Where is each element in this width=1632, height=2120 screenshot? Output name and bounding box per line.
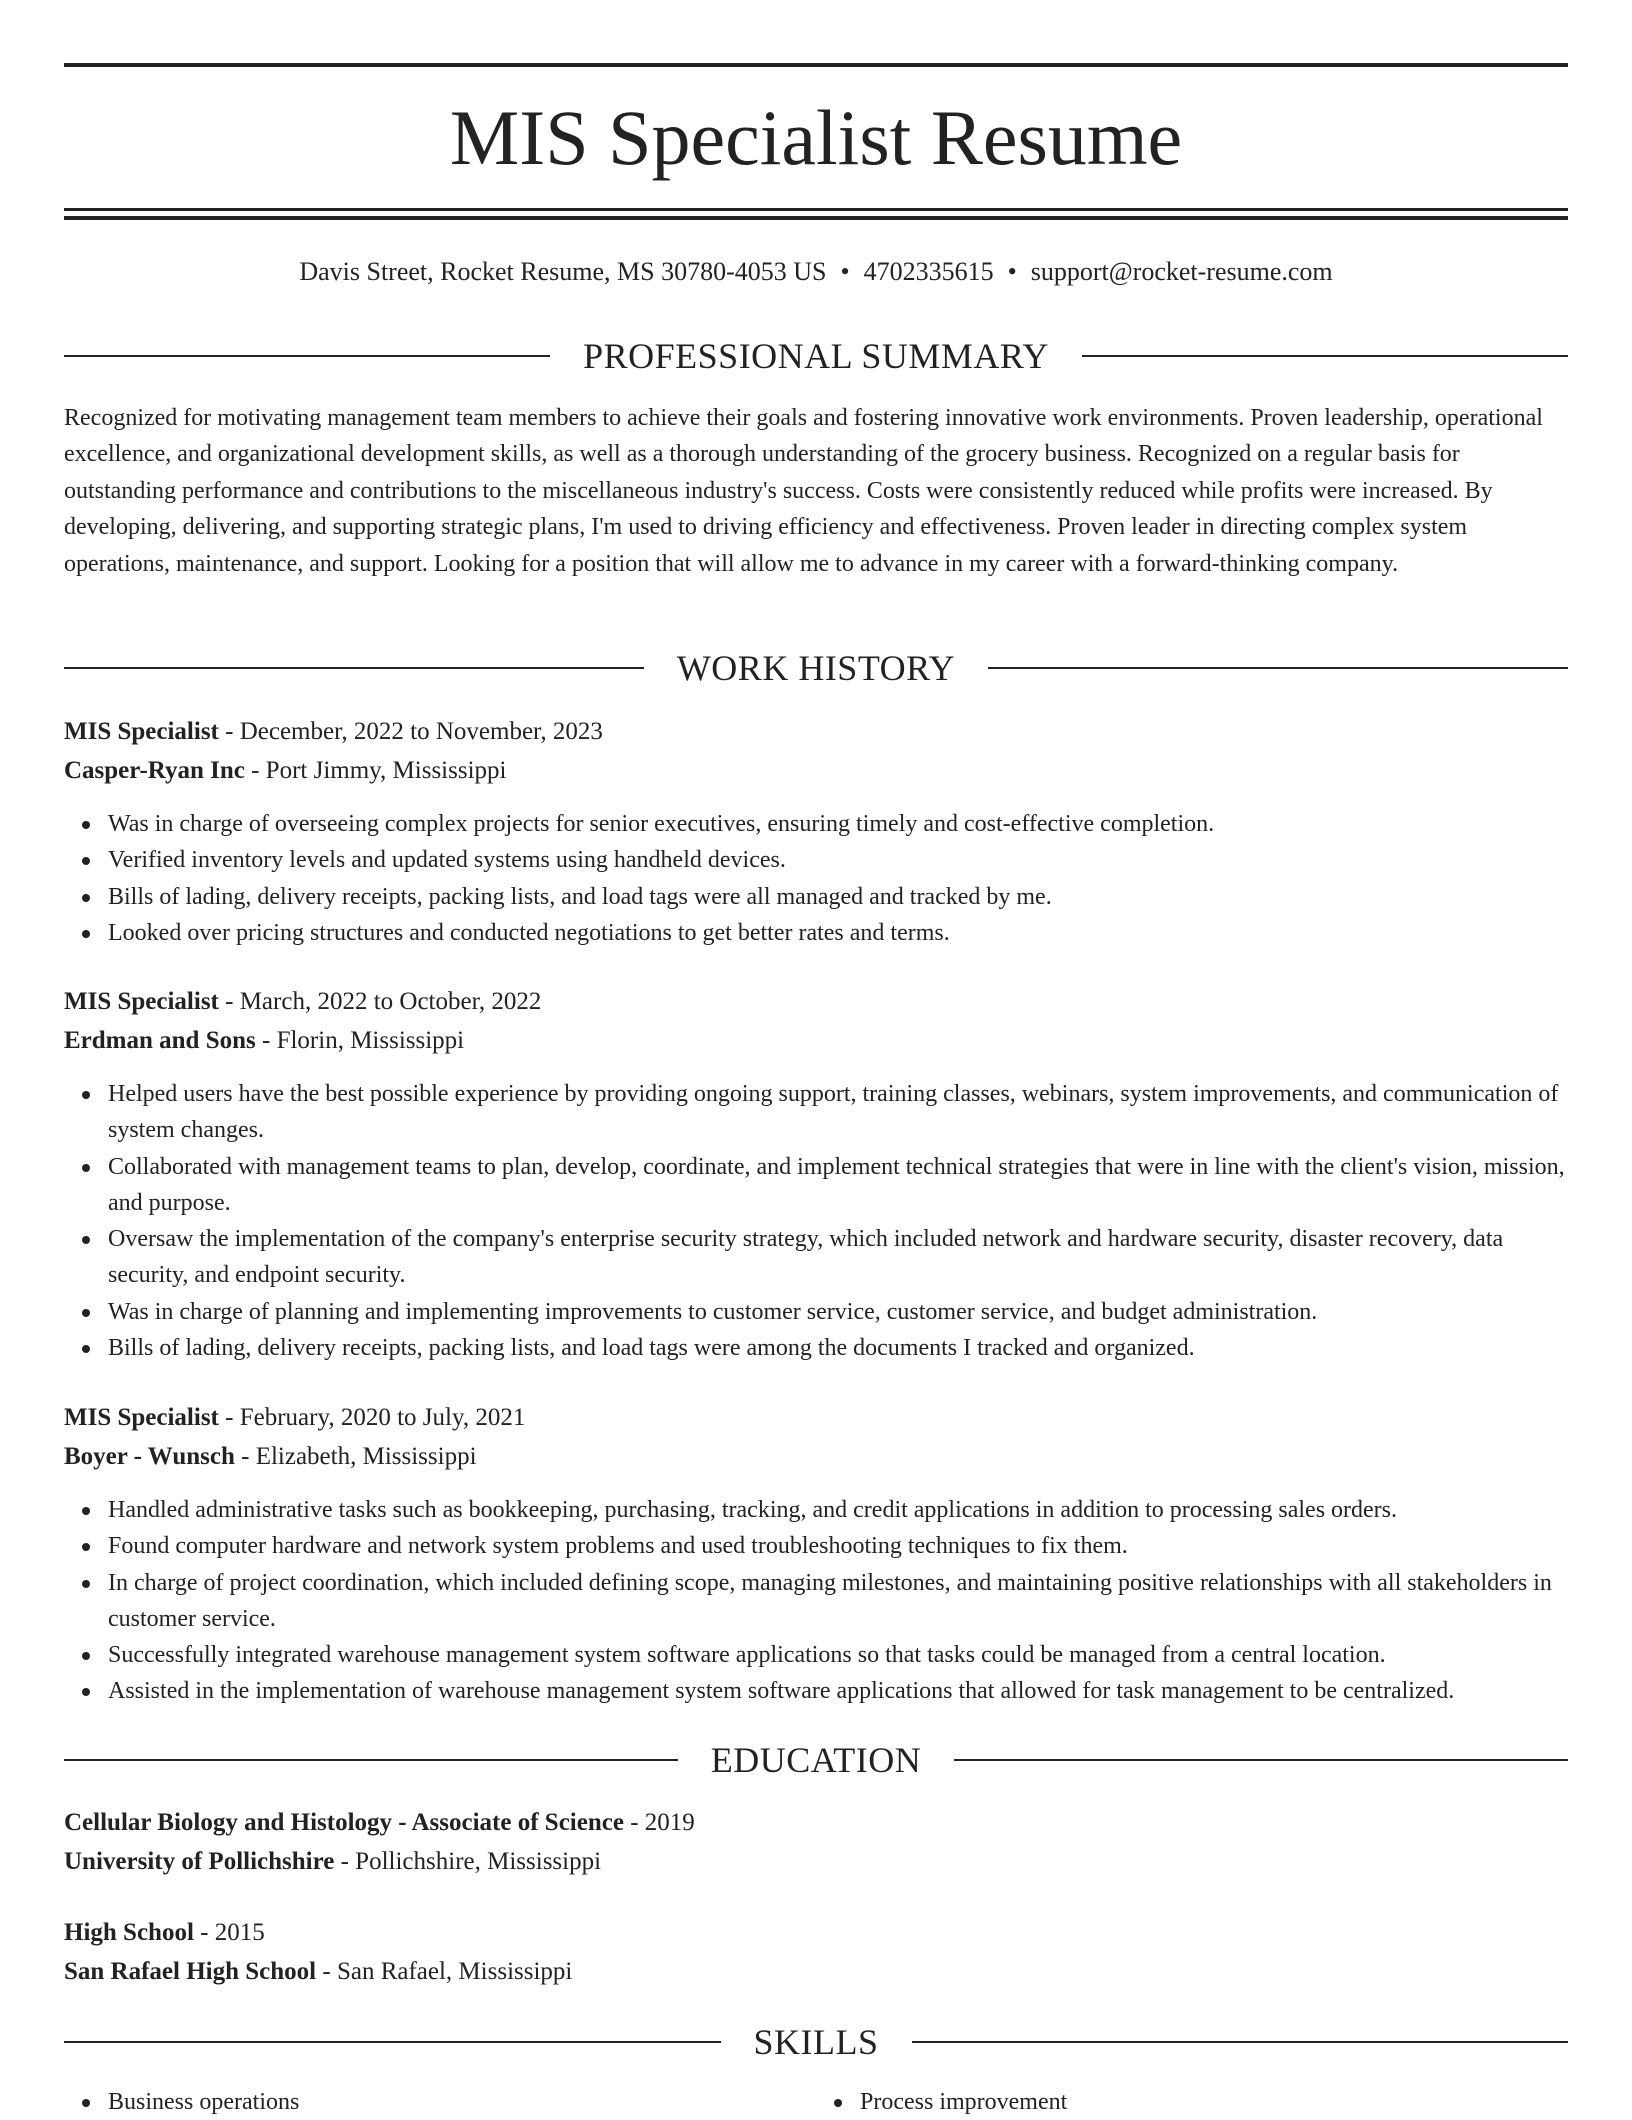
job-location: - Florin, Mississippi <box>255 1027 465 1054</box>
job-company: Boyer - Wunsch <box>64 1443 235 1470</box>
job-title: MIS Specialist <box>64 988 219 1015</box>
job-dates: - March, 2022 to October, 2022 <box>218 988 542 1015</box>
job-company-line <box>64 752 1568 790</box>
title-rule-lower <box>64 216 1568 220</box>
job-company: Casper-Ryan Inc <box>64 757 245 784</box>
job-company-line <box>64 1022 1568 1060</box>
contact-address: Davis Street, Rocket Resume, MS 30780-4053 US <box>299 257 827 286</box>
job-duties <box>64 1076 1568 1366</box>
contact-separator: • <box>1007 257 1017 286</box>
contact-line <box>64 252 1568 292</box>
job-title: MIS Specialist <box>64 1404 219 1431</box>
heading-rule <box>988 667 1568 669</box>
contact-email: support@rocket-resume.com <box>1030 257 1333 286</box>
degree: High School <box>64 1919 194 1946</box>
school-name: San Rafael High School <box>64 1958 317 1985</box>
duty-item: Helped users have the best possible experience by providing ongoing support, training classes, webinars, system improvements, and communication of system changes. <box>108 1076 1568 1149</box>
duty-item: Bills of lading, delivery receipts, packing lists, and load tags were all managed and tracked by me. <box>108 879 1568 915</box>
degree-line <box>64 1804 1568 1842</box>
school-location: - San Rafael, Mississippi <box>316 1958 573 1985</box>
duty-item: Successfully integrated warehouse management system software applications so that tasks could be managed from a central location. <box>108 1637 1568 1673</box>
work-history-heading <box>64 646 1568 690</box>
duty-item: Bills of lading, delivery receipts, packing lists, and load tags were among the documents I tracked and organized. <box>108 1330 1568 1366</box>
duty-item: Handled administrative tasks such as bookkeeping, purchasing, tracking, and credit applications in addition to processing sales orders. <box>108 1492 1568 1528</box>
education-heading <box>64 1738 1568 1782</box>
heading-rule <box>954 1759 1568 1761</box>
job-title-line <box>64 983 1568 1021</box>
education-entry <box>64 1804 1568 1881</box>
job-duties <box>64 806 1568 951</box>
school-location: - Pollichshire, Mississippi <box>334 1848 602 1875</box>
contact-separator: • <box>840 257 850 286</box>
job-location: - Port Jimmy, Mississippi <box>244 757 507 784</box>
duty-item: Collaborated with management teams to plan, develop, coordinate, and implement technical strategies that were in line with the client's vision, mission, and purpose. <box>108 1149 1568 1222</box>
skills-heading <box>64 2020 1568 2064</box>
graduation-year: - 2019 <box>623 1809 695 1836</box>
job-title: MIS Specialist <box>64 718 219 745</box>
duty-item: Found computer hardware and network system problems and used troubleshooting techniques to fix them. <box>108 1528 1568 1564</box>
heading-rule <box>912 2041 1569 2043</box>
section-title: WORK HISTORY <box>676 648 956 688</box>
job-dates: - December, 2022 to November, 2023 <box>218 718 603 745</box>
heading-rule <box>64 355 550 357</box>
degree: Cellular Biology and Histology - Associate of Science <box>64 1809 624 1836</box>
top-rule <box>64 63 1568 67</box>
job-entry <box>64 713 1568 951</box>
degree-line <box>64 1914 1568 1952</box>
duty-item: Was in charge of planning and implementing improvements to customer service, customer service, and budget administration. <box>108 1294 1568 1330</box>
heading-rule <box>64 667 644 669</box>
school-name: University of Pollichshire <box>64 1848 335 1875</box>
summary-section <box>64 400 1568 582</box>
job-duties <box>64 1492 1568 1710</box>
section-title: PROFESSIONAL SUMMARY <box>583 336 1049 376</box>
section-title: SKILLS <box>753 2022 879 2062</box>
job-entry <box>64 1399 1568 1710</box>
education-entry <box>64 1914 1568 1991</box>
school-line <box>64 1953 1568 1991</box>
heading-rule <box>64 2041 721 2043</box>
job-entry <box>64 983 1568 1366</box>
summary-heading <box>64 334 1568 378</box>
skills-list <box>64 2084 1568 2120</box>
job-company: Erdman and Sons <box>64 1027 256 1054</box>
heading-rule <box>64 1759 678 1761</box>
duty-item: Oversaw the implementation of the company's enterprise security strategy, which included network and hardware security, disaster recovery, data security, and endpoint security. <box>108 1221 1568 1294</box>
skills-column-right <box>816 2084 1568 2120</box>
duty-item: In charge of project coordination, which included defining scope, managing milestones, and maintaining positive relationships with all stakeholders in customer service. <box>108 1565 1568 1638</box>
duty-item: Verified inventory levels and updated systems using handheld devices. <box>108 842 1568 878</box>
job-title-line <box>64 713 1568 751</box>
summary-text: Recognized for motivating management team members to achieve their goals and fostering innovative work environments. Proven leadership, operational excellence, and organizational development skills, as well as a thorough understanding of the grocery business. Recognized on a regular basis for outstanding performance and contributions to the miscellaneous industry's success. Costs were consistently reduced while profits were increased. By developing, delivering, and supporting strategic plans, I'm used to driving efficiency and effectiveness. Proven leader in directing complex system operations, maintenance, and support. Looking for a position that will allow me to advance in my career with a forward-thinking company. <box>64 405 1543 577</box>
resume-title: MIS Specialist Resume <box>449 94 1183 181</box>
job-location: - Elizabeth, Mississippi <box>234 1443 477 1470</box>
job-dates: - February, 2020 to July, 2021 <box>218 1404 526 1431</box>
skills-column-left <box>64 2084 816 2120</box>
skill-item: Business operations <box>108 2084 816 2120</box>
section-title: EDUCATION <box>710 1740 922 1780</box>
job-company-line <box>64 1438 1568 1476</box>
duty-item: Looked over pricing structures and conducted negotiations to get better rates and terms. <box>108 915 1568 951</box>
school-line <box>64 1843 1568 1881</box>
skill-item: Process improvement <box>860 2084 1568 2120</box>
duty-item: Was in charge of overseeing complex projects for senior executives, ensuring timely and cost-effective completion. <box>108 806 1568 842</box>
job-title-line <box>64 1399 1568 1437</box>
duty-item: Assisted in the implementation of warehouse management system software applications that allowed for task management to be centralized. <box>108 1673 1568 1709</box>
heading-rule <box>1082 355 1568 357</box>
title-rule-upper <box>64 208 1568 211</box>
graduation-year: - 2015 <box>193 1919 265 1946</box>
contact-phone: 4702335615 <box>863 257 994 286</box>
